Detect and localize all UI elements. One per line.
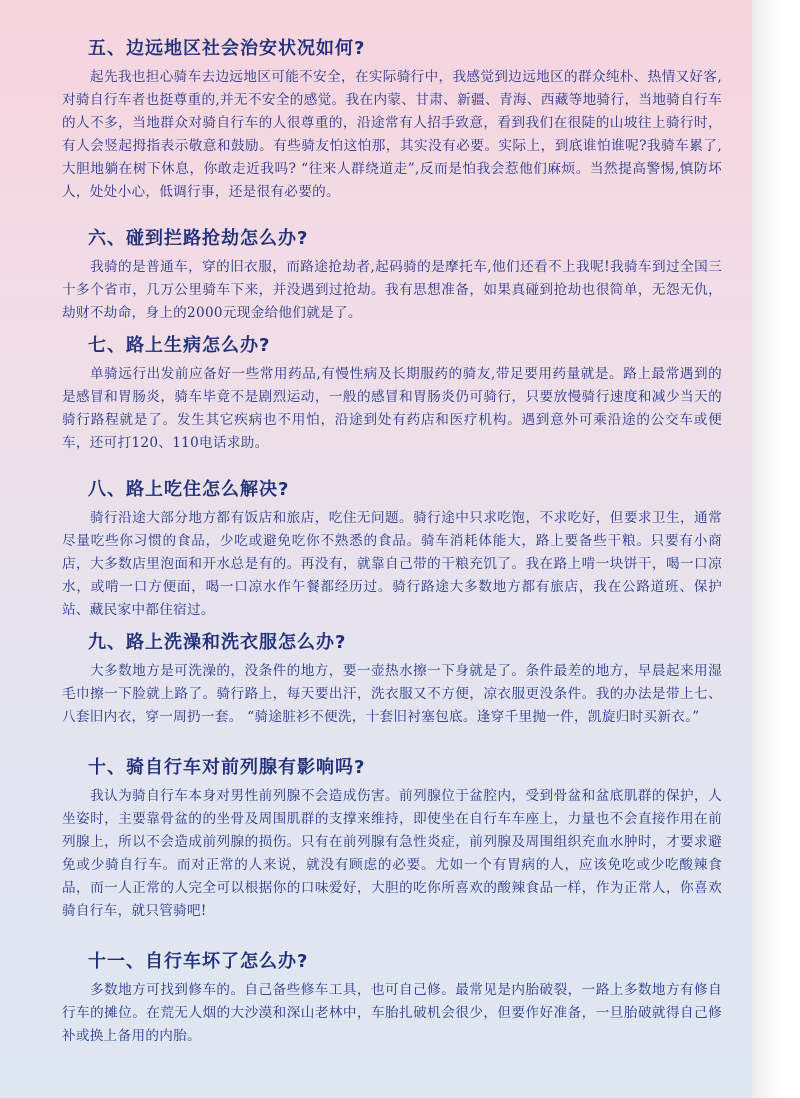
section-paragraph: 骑行沿途大部分地方都有饭店和旅店，吃住无问题。骑行途中只求吃饱，不求吃好，但要求卫生，通常尽量吃些你习惯的食品，少吃或避免吃你不熟悉的食品。骑车消耗体能大，路上要备些干粮。只要有小商店，大多数店里泡面和开水总是有的。再没有，就靠自己带的干粮充饥了。我在路上啃一块饼干，喝一口凉水，或啃一口方便面，喝一口凉水作午餐都经历过。骑行路途大多数地方都有旅店，我在公路道班、保护站、藏民家中都住宿过。 xyxy=(62,510,722,618)
section-paragraph: 多数地方可找到修车的。自己备些修车工具，也可自己修。最常见是内胎破裂，一路上多数地方有修自行车的摊位。在荒无人烟的大沙漠和深山老林中，车胎扎破机会很少，但要作好准备，一旦胎破就得自己修补或换上备用的内胎。 xyxy=(62,982,722,1044)
section-heading: 九、路上洗澡和洗衣服怎么办? xyxy=(88,632,347,653)
section-paragraph: 我骑的是普通车，穿的旧衣服，而路途抢劫者,起码骑的是摩托车,他们还看不上我呢!我骑车到过全国三十多个省市，几万公里骑车下来，并没遇到过抢劫。我有思想准备，如果真碰到抢劫也很简单，无怨无仇，劫财不劫命，身上的2000元现金给他们就是了。 xyxy=(62,259,722,321)
section-8 xyxy=(62,475,722,622)
section-9 xyxy=(62,628,722,729)
section-11 xyxy=(62,947,722,1048)
scan-margin xyxy=(752,0,800,1098)
section-6 xyxy=(62,224,722,325)
section-heading: 五、边远地区社会治安状况如何? xyxy=(88,38,366,59)
section-heading: 八、路上吃住怎么解决? xyxy=(88,479,290,500)
section-paragraph: 大多数地方是可洗澡的，没条件的地方，要一壶热水擦一下身就是了。条件最差的地方，早晨起来用湿毛巾擦一下脸就上路了。骑行路上，每天要出汗，洗衣服又不方便，凉衣服更没条件。我的办法是带上七、八套旧内衣，穿一周扔一套。 “骑途脏衫不便洗，十套旧衬塞包底。逢穿千里抛一件，凯旋归时买新衣。” xyxy=(62,663,722,725)
section-paragraph: 我认为骑自行车本身对男性前列腺不会造成伤害。前列腺位于盆腔内，受到骨盆和盆底肌群的保护，人坐姿时，主要靠骨盆的的坐骨及周围肌群的支撑来维持，即使坐在自行车车座上，力量也不会直接作用在前列腺上，所以不会造成前列腺的损伤。只有在前列腺有急性炎症，前列腺及周围组织充血水肿时，才要求避免或少骑自行车。而对正常的人来说，就没有顾虑的必要。尤如一个有胃病的人，应该免吃或少吃酸辣食品，而一人正常的人完全可以根据你的口味爱好，大胆的吃你所喜欢的酸辣食品一样，作为正常人，你喜欢骑自行车，就只管骑吧! xyxy=(62,788,722,919)
section-heading: 六、碰到拦路抢劫怎么办? xyxy=(88,228,309,249)
section-heading: 十一、自行车坏了怎么办? xyxy=(88,951,309,972)
section-paragraph: 单骑远行出发前应备好一些常用药品,有慢性病及长期服药的骑友,带足要用药量就是。路上最常遇到的是感冒和胃肠炎，骑车毕竟不是剧烈运动，一般的感冒和胃肠炎仍可骑行，只要放慢骑行速度和减少当天的骑行路程就是了。发生其它疾病也不用怕，沿途到处有药店和医疗机构。遇到意外可乘沿途的公交车或便车，还可打120、110电话求助。 xyxy=(62,366,722,451)
section-10 xyxy=(62,753,722,923)
document-body xyxy=(62,28,722,1048)
section-heading: 十、骑自行车对前列腺有影响吗? xyxy=(88,757,366,778)
section-5 xyxy=(62,34,722,204)
section-heading: 七、路上生病怎么办? xyxy=(88,335,271,356)
section-paragraph: 起先我也担心骑车去边远地区可能不安全，在实际骑行中，我感觉到边远地区的群众纯朴、热情又好客,对骑自行车者也挺尊重的,并无不安全的感觉。我在内蒙、甘肃、新疆、青海、西藏等地骑行，当地骑自行车的人不多，当地群众对骑自行车的人很尊重的，沿途常有人招手致意，看到我们在很陡的山坡往上骑行时，有人会竖起拇指表示敬意和鼓励。有些骑友怕这怕那，其实没有必要。实际上，到底谁怕谁呢?我骑车累了,大胆地躺在树下休息，你敢走近我吗? “往来人群绕道走”,反而是怕我会惹他们麻烦。当然提高警惕,慎防坏人，处处小心，低调行事，还是很有必要的。 xyxy=(62,69,722,200)
section-7 xyxy=(62,331,722,455)
